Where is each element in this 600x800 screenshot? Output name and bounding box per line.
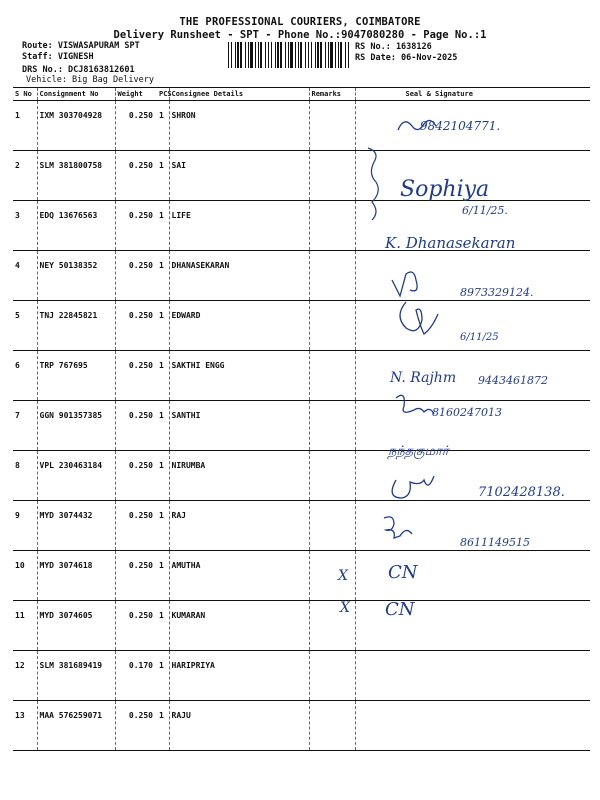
row-seal (355, 151, 590, 201)
table-row (13, 101, 590, 151)
row-consignment: EDQ 13676563 (37, 201, 115, 251)
row-consignee: SANTHI (169, 401, 309, 451)
row-sno: 2 (13, 151, 37, 201)
row-sno: 10 (13, 551, 37, 601)
row-pcs: 1 (157, 251, 169, 301)
table-header-row (13, 88, 590, 101)
row-sno: 3 (13, 201, 37, 251)
signature-text-11: 8611149515 (460, 536, 530, 549)
row-remarks (309, 601, 355, 651)
runsheet-table (13, 87, 590, 751)
row-pcs: 1 (157, 351, 169, 401)
row-seal (355, 301, 590, 351)
row-consignee: NIRUMBA (169, 451, 309, 501)
runsheet-subtitle: Delivery Runsheet - SPT - Phone No.:9047080280 - Page No.:1 (113, 29, 487, 41)
table-row (13, 551, 590, 601)
row-sno: 11 (13, 601, 37, 651)
row-weight: 0.250 (115, 351, 157, 401)
staff-label: Staff: VIGNESH (22, 52, 94, 62)
row-seal (355, 351, 590, 401)
row-consignment: MYD 3074618 (37, 551, 115, 601)
col-weight: Weight (115, 88, 157, 101)
table-row (13, 401, 590, 451)
row-sno: 7 (13, 401, 37, 451)
table-row (13, 651, 590, 701)
row-weight: 0.170 (115, 651, 157, 701)
row-weight: 0.250 (115, 401, 157, 451)
row-consignment: MYD 3074432 (37, 501, 115, 551)
row-pcs: 1 (157, 601, 169, 651)
row-seal (355, 701, 590, 751)
signature-date-6: 6/11/25 (460, 332, 499, 343)
table-row (13, 251, 590, 301)
row-remarks (309, 501, 355, 551)
table-row (13, 151, 590, 201)
row-remarks (309, 251, 355, 301)
signature-text-12: CN (388, 562, 418, 583)
col-seal: Seal & Signature (355, 88, 590, 101)
drs-number: DRS No.: DCJ8163812601 (22, 65, 135, 75)
table-row (13, 501, 590, 551)
row-weight: 0.250 (115, 601, 157, 651)
row-weight: 0.250 (115, 151, 157, 201)
col-remarks: Remarks (309, 88, 355, 101)
remark-mark-13: X (340, 600, 350, 616)
row-pcs: 1 (157, 101, 169, 151)
col-consignee: Consignee Details (169, 88, 309, 101)
signature-text-1: 9842104771. (420, 119, 501, 133)
row-remarks (309, 651, 355, 701)
row-consignment: SLM 381689419 (37, 651, 115, 701)
row-remarks (309, 451, 355, 501)
row-consignee: SAKTHI ENGG (169, 351, 309, 401)
row-consignee: SHRON (169, 101, 309, 151)
table-row (13, 201, 590, 251)
row-remarks (309, 551, 355, 601)
row-consignment: VPL 230463184 (37, 451, 115, 501)
row-sno: 13 (13, 701, 37, 751)
row-consignment: GGN 901357385 (37, 401, 115, 451)
signature-text-9: நந்தகுமார் (388, 444, 449, 459)
row-consignment: NEY 50138352 (37, 251, 115, 301)
rs-number: RS No.: 1638126 (355, 42, 432, 52)
signature-phone-8: 9443461872 (478, 374, 548, 387)
row-sno: 12 (13, 651, 37, 701)
row-weight: 0.250 (115, 201, 157, 251)
row-consignment: TRP 767695 (37, 351, 115, 401)
col-consignment: Consignment No (37, 88, 115, 101)
row-remarks (309, 701, 355, 751)
row-weight: 0.250 (115, 701, 157, 751)
row-pcs: 1 (157, 451, 169, 501)
row-sno: 9 (13, 501, 37, 551)
rs-date: RS Date: 06-Nov-2025 (355, 53, 458, 63)
row-consignee: DHANASEKARAN (169, 251, 309, 301)
table-row (13, 701, 590, 751)
signature-text-8a: N. Rajhm (390, 370, 457, 386)
signature-text-5: 8973329124. (460, 286, 534, 299)
row-weight: 0.250 (115, 301, 157, 351)
signature-date-3: 6/11/25. (462, 204, 508, 217)
row-remarks (309, 201, 355, 251)
signature-phone-8c: 8160247013 (432, 406, 502, 419)
col-sno: S No (13, 88, 37, 101)
row-pcs: 1 (157, 501, 169, 551)
row-consignee: SAI (169, 151, 309, 201)
row-pcs: 1 (157, 651, 169, 701)
row-pcs: 1 (157, 201, 169, 251)
row-remarks (309, 151, 355, 201)
row-weight: 0.250 (115, 251, 157, 301)
row-seal (355, 401, 590, 451)
signature-text-13: CN (385, 599, 415, 620)
row-seal (355, 251, 590, 301)
row-consignment: MYD 3074605 (37, 601, 115, 651)
row-consignment: MAA 576259071 (37, 701, 115, 751)
row-seal (355, 201, 590, 251)
row-sno: 4 (13, 251, 37, 301)
signature-text-10: 7102428138. (478, 485, 565, 500)
row-pcs: 1 (157, 151, 169, 201)
row-seal (355, 501, 590, 551)
row-consignee: KUMARAN (169, 601, 309, 651)
row-sno: 8 (13, 451, 37, 501)
row-consignee: RAJU (169, 701, 309, 751)
row-seal (355, 601, 590, 651)
vehicle-label: Vehicle: Big Bag Delivery (26, 75, 154, 85)
row-sno: 6 (13, 351, 37, 401)
row-sno: 5 (13, 301, 37, 351)
company-title: THE PROFESSIONAL COURIERS, COIMBATORE (179, 16, 421, 28)
row-consignee: EDWARD (169, 301, 309, 351)
col-pcs: PCS (157, 88, 169, 101)
remark-mark-12: X (338, 568, 348, 584)
row-weight: 0.250 (115, 501, 157, 551)
row-sno: 1 (13, 101, 37, 151)
row-pcs: 1 (157, 401, 169, 451)
signature-text-3: Sophiya (400, 177, 490, 202)
row-seal (355, 551, 590, 601)
table-row (13, 351, 590, 401)
table-row (13, 301, 590, 351)
row-consignee: AMUTHA (169, 551, 309, 601)
route-label: Route: VISWASAPURAM SPT (22, 41, 140, 51)
row-weight: 0.250 (115, 101, 157, 151)
row-consignee: HARIPRIYA (169, 651, 309, 701)
row-consignment: IXM 303704928 (37, 101, 115, 151)
row-pcs: 1 (157, 301, 169, 351)
row-remarks (309, 401, 355, 451)
row-consignee: LIFE (169, 201, 309, 251)
row-seal (355, 651, 590, 701)
row-remarks (309, 301, 355, 351)
row-pcs: 1 (157, 701, 169, 751)
row-consignee: RAJ (169, 501, 309, 551)
table-row (13, 451, 590, 501)
row-weight: 0.250 (115, 551, 157, 601)
row-remarks (309, 101, 355, 151)
row-seal (355, 101, 590, 151)
row-weight: 0.250 (115, 451, 157, 501)
row-consignment: TNJ 22845821 (37, 301, 115, 351)
row-seal (355, 451, 590, 501)
signature-text-4: K. Dhanasekaran (385, 234, 516, 252)
row-remarks (309, 351, 355, 401)
row-pcs: 1 (157, 551, 169, 601)
table-row (13, 601, 590, 651)
barcode (228, 42, 350, 68)
row-consignment: SLM 381800758 (37, 151, 115, 201)
